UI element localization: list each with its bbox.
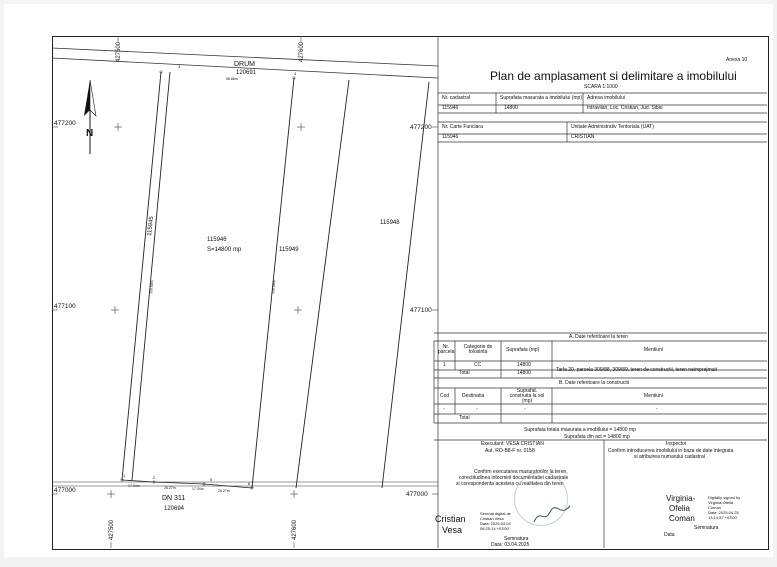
plan-title: Plan de amplasament si delimitare a imobilului [490, 69, 737, 83]
point-3: 3 [178, 64, 181, 69]
section-b-dash-2: - [476, 406, 478, 412]
cf-label: Nr. Carte Funciara [442, 124, 483, 130]
section-b-col-code: Cod [440, 393, 450, 399]
parcel-left-id: 115945 [147, 216, 156, 237]
executant-confirm-3: si corespondenta acesteia cu realitatea din teren [456, 481, 564, 487]
parcel-main-id: 115946 [207, 237, 227, 243]
inspector-sig-note-3: Coman [708, 505, 721, 510]
point-2: 2 [153, 475, 156, 480]
inspector-signature-label: Semnatura [694, 525, 719, 531]
executant-sig-note-3: Data: 2025.04.04 [480, 521, 511, 526]
inspector-sig-name-1: Virginia- [666, 494, 696, 503]
executant-confirm-1: Confirm executarea masuratorilor la teren, [474, 469, 568, 475]
road-bottom-name: DN 311 [162, 495, 186, 502]
coord-y3-left: 477000 [54, 487, 76, 494]
inspector-sig-note-2: Virginia-Ofelia [708, 500, 734, 505]
inspector-sig-note-4: Date: 2025.04.25 [708, 510, 739, 515]
road-top-name: DRUM [234, 61, 255, 68]
point-1: 1 [123, 473, 126, 478]
document-sheet [4, 4, 773, 557]
section-b-dash-1: - [443, 406, 445, 412]
road-bottom-id: 120694 [164, 506, 185, 512]
north-label: N [86, 128, 94, 139]
executant-authorization: Aut. RO-B8-F nr. 0158 [485, 448, 535, 454]
length-right: 150.88m [271, 280, 277, 295]
uat-value: CRISTIAN [571, 134, 595, 140]
section-a-total-label: Total [459, 370, 470, 376]
signature-icon [532, 504, 572, 526]
coord-x1-bottom: 427500 [109, 519, 115, 540]
length-bottom-4: 26.27m [218, 489, 230, 493]
parcel-main-area: S=14800 mp [207, 247, 242, 253]
cf-value: 115946 [442, 134, 459, 140]
parcel-mid-id: 115949 [279, 247, 299, 253]
coord-y1-right: 477200 [410, 124, 432, 131]
section-b-dash-3: - [524, 406, 526, 412]
header-address-value: Intravilan, Loc. Cristian, Jud. Sibiu [587, 105, 663, 111]
total-measured-area: Suprafata totala masurata a imobilului = 14800 mp [524, 427, 636, 433]
header-cadastral-value: 115946 [442, 105, 459, 111]
section-a-row1-notes: Tarla 20, parcela 309/88, 309/89, teren de constructii, teren neimprejmuit [556, 367, 717, 373]
coord-x1-top: 427500 [116, 41, 122, 62]
coord-y2-left: 477100 [54, 303, 76, 310]
section-a-col-notes: Mentiuni [644, 347, 663, 353]
inspector-date: Data [664, 532, 675, 538]
road-top-id: 120691 [236, 70, 257, 76]
section-a-total-value: 14800 [517, 370, 531, 376]
executant-sig-note-2: Cristian Vesa [480, 516, 504, 521]
section-b-col-destination: Destinatia [462, 393, 485, 399]
coord-y2-right: 477100 [410, 307, 432, 314]
point-4: 4 [294, 71, 297, 76]
inspector-sig-note-1: Digitally signed by [708, 495, 741, 500]
point-5: 5 [210, 477, 213, 482]
inspector-title: Inspector [666, 441, 687, 447]
executant-signature-label: Semnatura [504, 536, 529, 542]
inspector-confirm-2: si atribuirea numarului cadastral [634, 454, 705, 460]
section-a-col-area: Suprafata (mp) [506, 347, 540, 353]
inspector-sig-note-5: 13:14:57 +03'00' [708, 515, 738, 520]
length-bottom-3: 17.34m [192, 487, 204, 491]
annex-label: Anexa 10 [726, 57, 748, 63]
length-top: 98.86m [226, 77, 238, 81]
inspector-sig-name-3: Coman [669, 514, 695, 523]
header-area-value: 14800 [504, 105, 518, 111]
coord-y1-left: 477200 [54, 120, 76, 127]
section-a-title: A. Date referitoare la teren [569, 334, 628, 340]
length-bottom-2: 26.27m [164, 486, 176, 490]
coord-y3-right: 477000 [406, 491, 428, 498]
section-b-title: B. Date referitoare la constructii [559, 380, 630, 386]
plan-scale: SCARA 1:1000 [584, 84, 618, 90]
executant-confirm-2: corectitudinea intocmirii documentatiei cadastrale [459, 475, 569, 481]
length-left: 150.88m [149, 280, 155, 295]
executant-sig-note-4: 08:25:14 +03'00' [480, 526, 510, 531]
point-6: 6 [248, 481, 251, 486]
section-b-col-area: Suprafat. construita la sol (mp) [509, 388, 545, 404]
executant-sig-note-1: Semnat digital de [480, 511, 511, 516]
section-b-dash-4: - [656, 406, 658, 412]
executant-title: Executant: VESA CRISTIAN [481, 441, 544, 447]
inspector-sig-name-2: Ofelia [669, 504, 690, 513]
section-b-total-label: Total [459, 415, 470, 421]
executant-sig-name-1: Cristian [435, 514, 466, 524]
info-panel-grid [4, 4, 777, 567]
uat-label: Unitate Administrativ Teritoriala (UAT) [571, 124, 654, 130]
coord-x2-top: 427600 [299, 41, 305, 62]
header-address-label: Adresa imobilului [587, 95, 626, 101]
executant-sig-name-2: Vesa [442, 525, 463, 535]
section-a-row1-nr: 1 [443, 362, 446, 368]
coord-x2-bottom: 427600 [292, 519, 298, 540]
section-b-col-notes: Mentiuni [644, 393, 663, 399]
header-cadastral-label: Nr. cadastral [442, 95, 471, 101]
parcel-right-id: 115948 [380, 220, 400, 226]
section-a-col-category: Categorie de folosinta [463, 344, 493, 355]
section-a-col-nr: Nr. parcela [438, 344, 455, 355]
inspector-confirm-1: Confirm introducerea imobilului in baza de date integrata [608, 448, 734, 454]
length-bottom-1: 17.34m [128, 484, 140, 488]
section-a-row1-area: 14800 [517, 362, 531, 368]
section-a-row1-category: CC [474, 362, 482, 368]
header-area-label: Suprafata masurata a imobilului (mp) [500, 95, 582, 101]
executant-date: Data: 03.04.2025 [491, 542, 530, 548]
total-deed-area: Suprafata din act = 14800 mp [564, 434, 630, 440]
